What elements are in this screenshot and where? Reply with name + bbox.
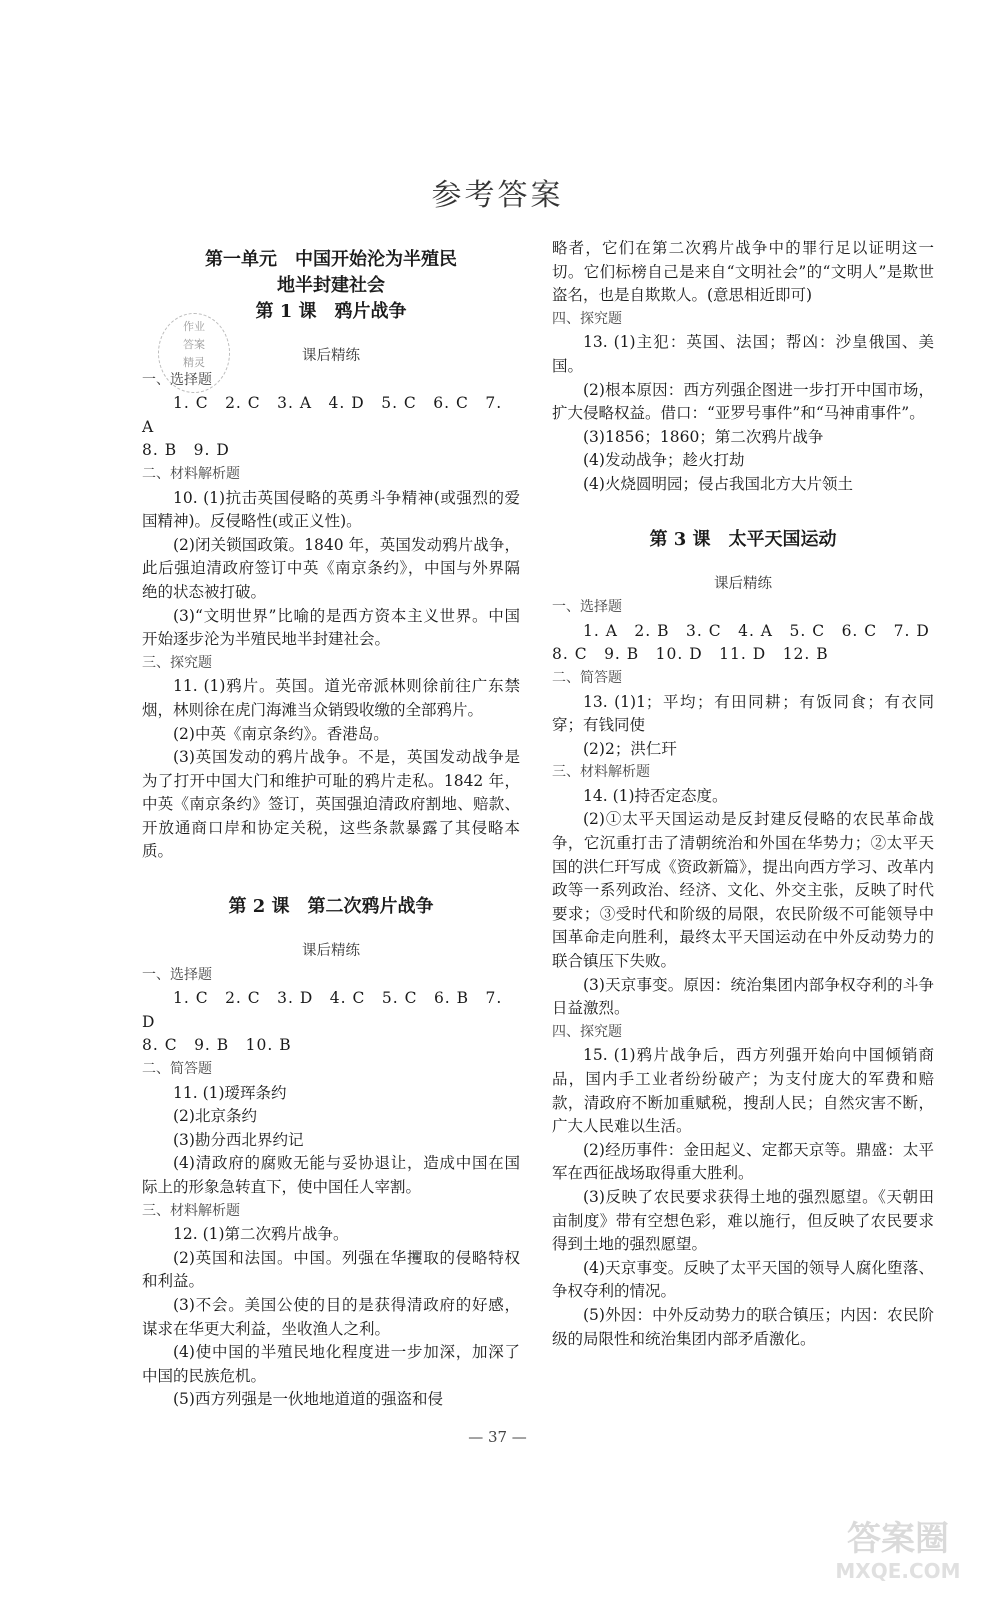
watermark-brand: 答案圈 [847, 1519, 949, 1559]
answer-paragraph: (3)勘分西北界约记 [173, 1130, 304, 1149]
lesson-title: 第 3 课 太平天国运动 [649, 528, 837, 550]
watermark-logo [818, 1508, 978, 1588]
answer-paragraph: (4)使中国的半殖民地化程度进一步加深，加深了中国的民族危机。 [142, 1343, 520, 1385]
answer-paragraph: (3)反映了农民要求获得土地的强烈愿望。《天朝田亩制度》带有空想色彩，难以施行，但反映了农民要求得到土地的强烈愿望。 [552, 1187, 934, 1254]
answer-line: 8. B 9. D [142, 441, 230, 460]
answer-paragraph: (4)天京事变。反映了太平天国的领导人腐化堕落、争权夺利的情况。 [552, 1258, 934, 1301]
question-type: 四、探究题 [552, 1023, 622, 1040]
question-type: 二、简答题 [552, 669, 622, 686]
answer-paragraph: 14. (1)持否定态度。 [583, 786, 728, 805]
answer-line: 8. C 9. B 10. B [142, 1036, 292, 1055]
question-type: 一、选择题 [142, 966, 212, 983]
answer-paragraph: (5)外因：中外反动势力的联合镇压；内因：农民阶级的局限性和统治集团内部矛盾激化。 [552, 1305, 934, 1348]
answer-paragraph: 13. (1)1；平均；有田同耕；有饭同食；有衣同穿；有钱同使 [552, 692, 934, 735]
watermark-site: MXQE.COM [835, 1559, 961, 1583]
answer-paragraph: 11. (1)鸦片。英国。道光帝派林则徐前往广东禁烟，林则徐在虎门海滩当众销毁收缴的全部鸦片。 [142, 677, 520, 719]
page-title: 参考答案 [431, 178, 564, 213]
answer-paragraph: (3)天京事变。原因：统治集团内部争权夺利的斗争日益激烈。 [552, 975, 934, 1018]
answer-paragraph: 13. (1)主犯：英国、法国；帮凶：沙皇俄国、美国。 [552, 333, 934, 375]
answer-paragraph: (2)闭关锁国政策。1840 年，英国发动鸦片战争，此后强迫清政府签订中英《南京条约》，中国与外界隔绝的状态被打破。 [142, 535, 520, 601]
answer-paragraph: (2)北京条约 [173, 1107, 257, 1126]
question-type: 一、选择题 [142, 371, 212, 388]
section-subtitle: 课后精练 [714, 575, 772, 592]
right-column [552, 237, 934, 1351]
answer-paragraph: 略者，它们在第二次鸦片战争中的罪行足以证明这一切。它们标榜自己是来自“文明社会”的“文明人”是欺世盗名，也是自欺欺人。(意思相近即可) [552, 239, 934, 305]
answer-paragraph: (3)1856；1860；第二次鸦片战争 [583, 427, 824, 446]
section-subtitle: 课后精练 [302, 943, 360, 960]
answer-paragraph: (2)①太平天国运动是反封建反侵略的农民革命战争，它沉重打击了清朝统治和外国在华势力；②太平天国的洪仁玕写成《资政新篇》，提出向西方学习、改革内政等一系列政治、经济、文化、外交主张，反映了时代要求；③受时代和阶级的局限，农民阶级不可能领导中国革命走向胜利，最终太平天国运动在中外反动势力的联合镇压下失败。 [552, 810, 934, 971]
answer-paragraph: (4)清政府的腐败无能与妥协退让，造成中国在国际上的形象急转直下，使中国任人宰割。 [142, 1154, 520, 1196]
answer-paragraph: (4)火烧圆明园；侵占我国北方大片领土 [583, 474, 853, 493]
lesson-title: 第 1 课 鸦片战争 [255, 301, 407, 322]
answer-paragraph: (2)经历事件：金田起义、定都天京等。鼎盛：太平军在西征战场取得重大胜利。 [552, 1140, 934, 1183]
question-type: 二、材料解析题 [142, 465, 240, 482]
answer-paragraph: (3)“文明世界”比喻的是西方资本主义世界。中国开始逐步沦为半殖民地半封建社会。 [142, 606, 520, 649]
answer-line: 1. A 2. B 3. C 4. A 5. C 6. C 7. D [583, 621, 930, 640]
page-number: — 37 — [468, 1428, 527, 1446]
answer-paragraph: (2)中英《南京条约》。香港岛。 [173, 724, 389, 743]
question-type: 三、材料解析题 [552, 764, 650, 781]
section-subtitle: 课后精练 [302, 348, 360, 364]
answer-paragraph: (3)英国发动的鸦片战争。不是，英国发动战争是为了打开中国大门和维护可耻的鸦片走私。1842 年，中英《南京条约》签订，英国强迫清政府割地、赔款、开放通商口岸和协定关税，这些条款暴露了其侵略本质。 [142, 748, 520, 861]
answer-paragraph: (2)2；洪仁玕 [583, 739, 677, 758]
answer-paragraph: 12. (1)第二次鸦片战争。 [173, 1225, 349, 1244]
answer-paragraph: 10. (1)抗击英国侵略的英勇斗争精神(或强烈的爱国精神)。反侵略性(或正义性)。 [142, 488, 520, 531]
stamp-line: 精灵 [183, 356, 205, 369]
answer-paragraph: (5)西方列强是一伙地地道道的强盗和侵 [173, 1390, 443, 1409]
answer-line: 8. C 9. B 10. D 11. D 12. B [552, 645, 829, 664]
unit-title: 第一单元 中国开始沦为半殖民 [205, 249, 457, 270]
question-type: 三、探究题 [142, 654, 212, 671]
answer-paragraph: (2)英国和法国。中国。列强在华攫取的侵略特权和利益。 [142, 1248, 520, 1291]
answer-line: 1. C 2. C 3. A 4. D 5. C 6. C 7. A [142, 394, 503, 436]
answer-paragraph: (4)发动战争；趁火打劫 [583, 451, 745, 470]
stamp-line: 作业 [183, 320, 205, 333]
left-column [142, 237, 520, 1412]
question-type: 一、选择题 [552, 599, 622, 616]
lesson-title: 第 2 课 第二次鸦片战争 [228, 896, 434, 918]
question-type: 三、材料解析题 [142, 1202, 240, 1219]
answer-paragraph: (2)根本原因：西方列强企图进一步打开中国市场，扩大侵略权益。借口：“亚罗号事件”和“马神甫事件”。 [552, 380, 934, 423]
question-type: 二、简答题 [142, 1061, 212, 1078]
answer-line: 1. C 2. C 3. D 4. C 5. C 6. B 7. D [142, 989, 503, 1031]
unit-title: 地半封建社会 [277, 275, 385, 296]
answer-paragraph: 15. (1)鸦片战争后，西方列强开始向中国倾销商品，国内手工业者纷纷破产；为支付庞大的军费和赔款，清政府不断加重赋税，搜刮人民；自然灾害不断，广大人民难以生活。 [552, 1046, 934, 1136]
answer-paragraph: (3)不会。美国公使的目的是获得清政府的好感，谋求在华更大利益，坐收渔人之利。 [142, 1295, 520, 1338]
question-type: 四、探究题 [552, 310, 622, 327]
answer-paragraph: 11. (1)瑷珲条约 [173, 1083, 287, 1102]
stamp-line: 答案 [183, 338, 205, 351]
